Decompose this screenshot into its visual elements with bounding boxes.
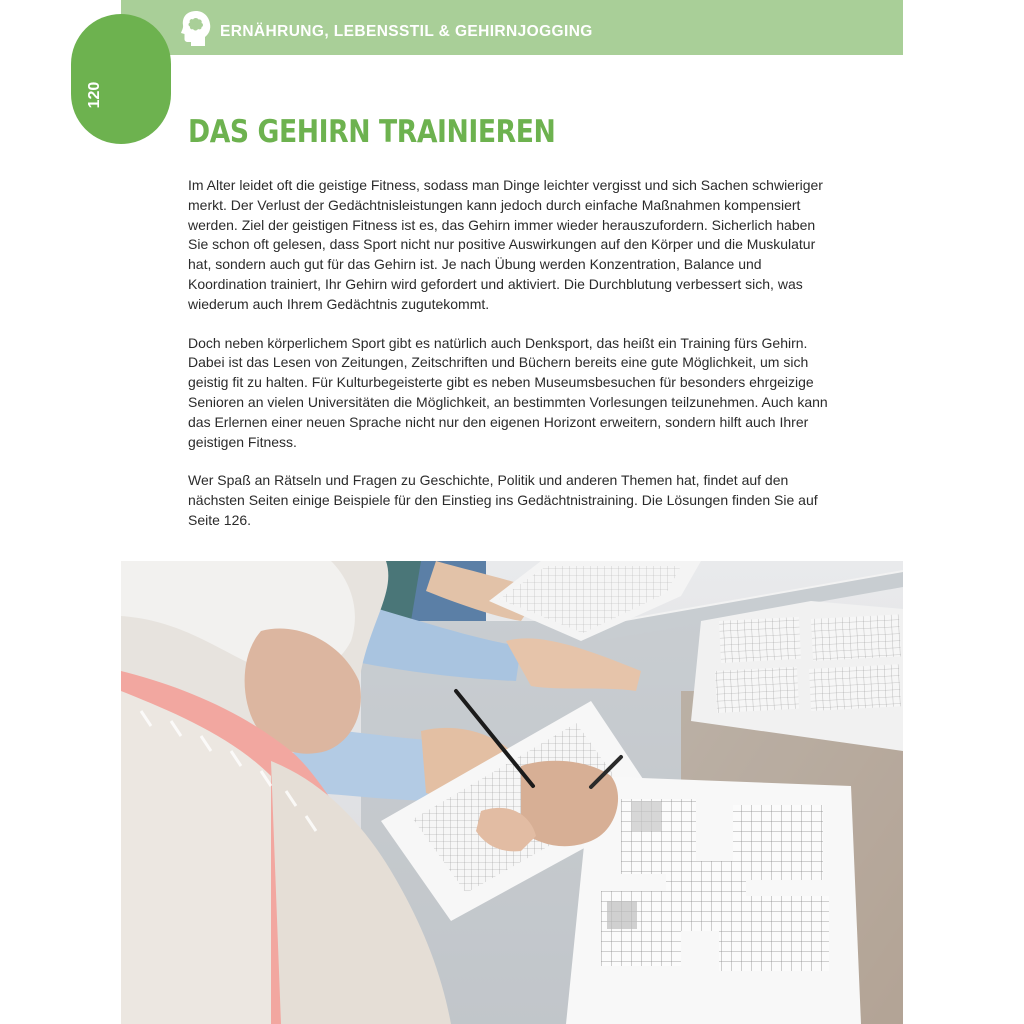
- paragraph: Im Alter leidet oft die geistige Fitness, sodass man Dinge leichter vergisst und sich Sachen schwieriger merkt. Der Verlust der Gedächtnisleistungen kann jedoch durch einfache Maßnahmen kompensiert werden. Ziel der geistigen Fitness ist es, das Gehirn immer wieder herauszufordern. Sicherlich haben Sie schon oft gelesen, dass Sport nicht nur positive Auswirkungen auf den Körper und die Muskulatur hat, sondern auch gut für das Gehirn ist. Je nach Übung werden Konzentration, Balance und Koordination trainiert, Ihr Gehirn wird gefordert und aktiviert. Die Durchblutung verbessert sich, was wiederum auch Ihrem Gedächtnis zugutekommt.: [188, 177, 823, 312]
- paragraph: Doch neben körperlichem Sport gibt es natürlich auch Denksport, das heißt ein Training fürs Gehirn. Dabei ist das Lesen von Zeitungen, Zeitschriften und Büchern bereits eine gute Möglichkeit, um sich geistig fit zu halten. Für Kulturbegeisterte gibt es neben Museumsbesuchen für besonders ehrgeizige Senioren an vielen Universitäten die Möglichkeit, an bestimmten Vorlesungen teilzunehmen. Auch kann das Erlernen einer neuen Sprache nicht nur den eigenen Horizont erweitern, sondern hilft auch Ihrer geistigen Fitness.: [188, 334, 828, 450]
- page-number-tab: [71, 14, 171, 144]
- seniors-puzzle-photo: [121, 561, 903, 1024]
- header-title: ERNÄHRUNG, LEBENSSTIL & GEHIRNJOGGING: [220, 23, 593, 40]
- head-brain-icon: [180, 9, 212, 47]
- book-page: [86, 0, 903, 1024]
- page-heading: DAS GEHIRN TRAINIEREN: [188, 114, 556, 150]
- body-text: [188, 176, 838, 550]
- paragraph: Wer Spaß an Rätseln und Fragen zu Geschichte, Politik und anderen Themen hat, findet auf den nächsten Seiten einige Beispiele für den Einstieg ins Gedächtnistraining. Die Lösungen finden Sie auf Seite 126.: [188, 472, 818, 528]
- page-number: 120: [86, 81, 103, 109]
